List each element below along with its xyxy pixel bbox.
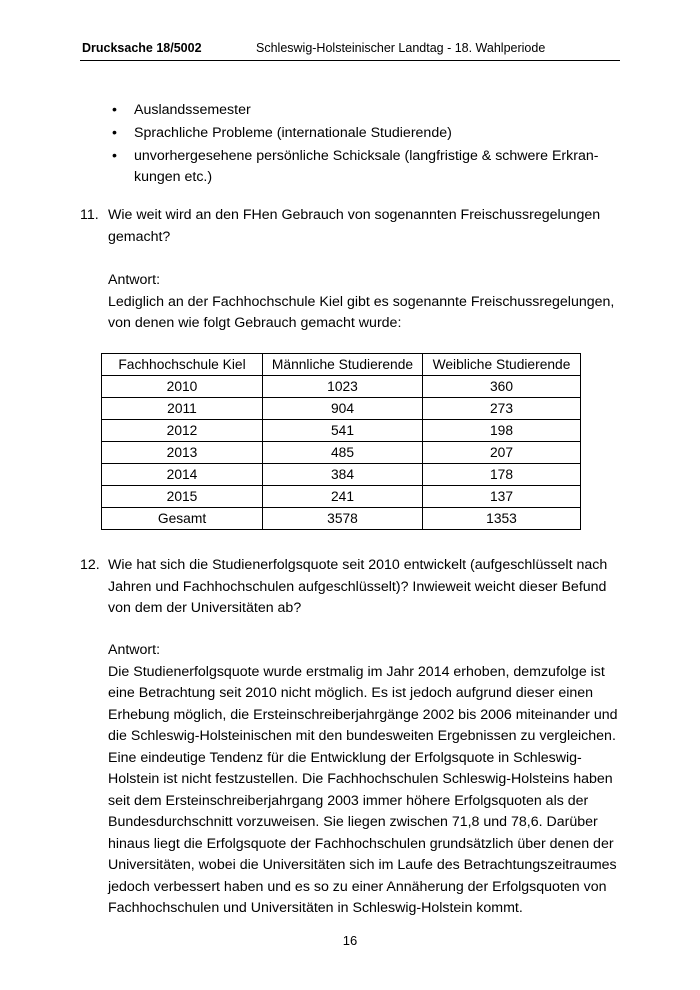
list-item-text: unvorhergesehene persönliche Schicksale (langfristige & schwere Erkran- [134,148,599,164]
answer-text-line: Eine eindeutige Tendenz für die Entwicklung der Erfolgsquote in Schleswig- [108,749,582,766]
table-cell: 198 [423,420,581,442]
column-header: Weibliche Studierende [423,354,581,376]
table-row [102,486,581,508]
answer-text-line: die Schleswig-Holsteinischen mit den bundesweiten Ergebnissen zu vergleichen. [108,728,616,744]
answer-text-line: von denen wie folgt Gebrauch gemacht wurde: [108,315,402,331]
answer-text-line: Bundesdurchschnitt vorzuweisen. Sie liegen zwischen 71,8 und 78,6. Darüber [108,814,598,830]
list-item [112,123,612,144]
answer-text-line: Lediglich an der Fachhochschule Kiel gibt es sogenannte Freischussregelungen, [108,293,615,310]
answer-text-line: eine Betrachtung seit 2010 nicht möglich. Es ist jedoch aufgrund dieser einen [108,685,594,701]
table-header-row [102,354,581,376]
answer-text-line: Fachhochschulen und Universitäten in Schleswig-Holstein kommt. [108,900,523,916]
table-cell: 541 [263,420,423,442]
page-number: 16 [342,933,358,948]
table-cell: 3578 [263,508,423,530]
table-cell: 2010 [102,376,263,398]
table-cell: 2015 [102,486,263,508]
page-header [80,38,620,61]
table-cell: 137 [423,486,581,508]
list-item [112,146,612,188]
column-header: Fachhochschule Kiel [102,354,263,376]
bullet-list [112,100,612,190]
header-title: Schleswig-Holsteinischer Landtag - 18. Wahlperiode [256,41,546,55]
table-cell: 384 [263,464,423,486]
freischuss-table [101,353,581,530]
answer-11 [108,270,620,335]
column-header: Männliche Studierende [263,354,423,376]
table-cell: 2013 [102,442,263,464]
table-row [102,420,581,442]
answer-12 [108,640,620,920]
document-id: Drucksache 18/5002 [82,41,202,55]
question-11 [80,205,620,248]
table-cell: 178 [423,464,581,486]
answer-text-line: jedoch verbessert haben und es so zu einer Annäherung der Erfolgsquoten von [108,878,607,895]
table-cell: 2012 [102,420,263,442]
answer-text-line: Universitäten, wobei die Universitäten sich im Laufe des Betrachtungszeitraumes [108,857,617,873]
answer-label: Antwort: [108,642,161,658]
question-text-line: von dem der Universitäten ab? [108,600,302,616]
table-row [102,442,581,464]
list-item-text: Sprachliche Probleme (internationale Studierende) [134,125,452,141]
list-item-text: Auslandssemester [134,102,251,118]
table-cell: 904 [263,398,423,420]
table-row [102,376,581,398]
answer-text-line: Holstein ist nicht festzustellen. Die Fachhochschulen Schleswig-Holsteins haben [108,771,613,787]
table-cell: 1353 [423,508,581,530]
question-text-line: Wie hat sich die Studienerfolgsquote seit 2010 entwickelt (aufgeschlüsselt nach [108,557,608,573]
bullet-icon: • [112,148,117,164]
bullet-icon: • [112,125,117,141]
question-12 [80,555,620,620]
table-cell: Gesamt [102,508,263,530]
table-row [102,464,581,486]
answer-text-line: Erhebung möglich, die Ersteinschreiberjahrgänge 2002 bis 2006 miteinander und [108,706,618,723]
bullet-icon: • [112,102,117,118]
question-text-line: gemacht? [108,228,171,245]
question-text-line: Wie weit wird an den FHen Gebrauch von sogenannten Freischussregelungen [108,207,601,223]
answer-text-line: hinaus liegt die Erfolgsquote der Fachhochschulen grundsätzlich über denen der [108,835,614,852]
list-item-text-continued: kungen etc.) [134,169,213,185]
answer-label: Antwort: [108,272,161,288]
table-cell: 207 [423,442,581,464]
question-text-line: Jahren und Fachhochschulen aufgeschlüsselt)? Inwieweit weicht dieser Befund [108,578,607,595]
table-cell: 360 [423,376,581,398]
table-cell: 273 [423,398,581,420]
answer-text-line: seit dem Ersteinschreiberjahrgang 2003 immer höhere Erfolgsquoten als der [108,792,589,809]
table-cell: 241 [263,486,423,508]
table-row [102,398,581,420]
table-total-row [102,508,581,530]
table-cell: 1023 [263,376,423,398]
list-item [112,100,612,121]
answer-text-line: Die Studienerfolgsquote wurde erstmalig im Jahr 2014 erhoben, demzufolge ist [108,663,605,680]
question-number: 11. [80,207,99,223]
table-cell: 2014 [102,464,263,486]
table-cell: 485 [263,442,423,464]
question-number: 12. [80,557,100,573]
table-cell: 2011 [102,398,263,420]
